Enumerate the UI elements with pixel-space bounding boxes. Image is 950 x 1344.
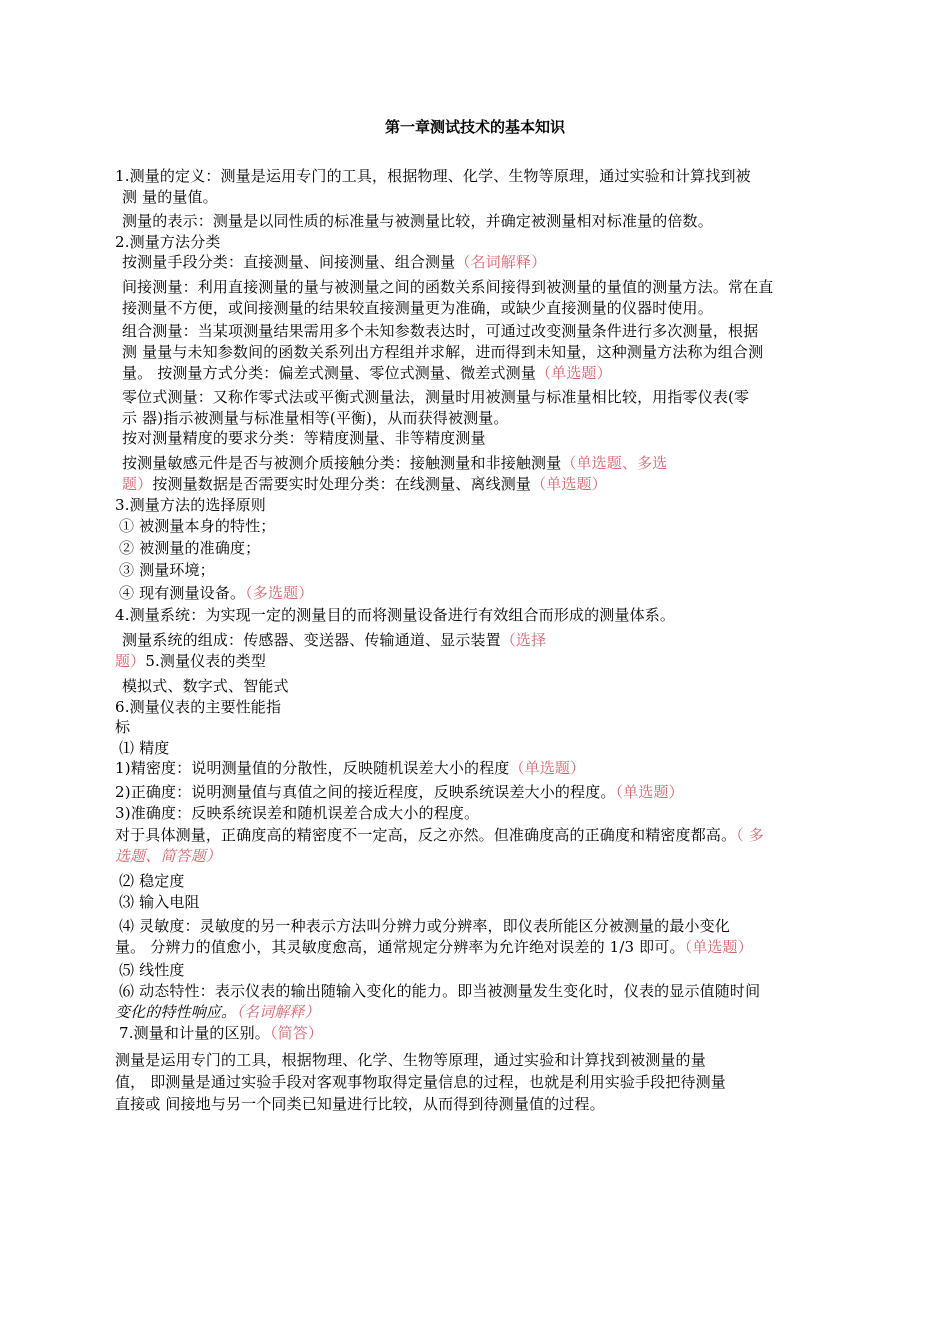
text-line: 模拟式、数字式、智能式 [122, 677, 289, 695]
text-line: 量。 按测量方式分类：偏差式测量、零位式测量、微差式测量（单选题） [122, 364, 612, 382]
list-item: ② 被测量的准确度； [119, 539, 261, 557]
question-type-tag: （单选题） [531, 475, 607, 493]
section-heading: 6.测量仪表的主要性能指 [115, 698, 282, 716]
text-line: 值， 即测量是通过实验手段对客观事物取得定量信息的过程，也就是利用实验手段把待测量 [115, 1073, 726, 1091]
text-line: 间接测量：利用直接测量的量与被测量之间的函数关系间接得到被测量的量值的测量方法。常在直 [122, 278, 774, 296]
question-type-tag: 选题、简答题） [115, 847, 222, 865]
question-type-tag: （单选题） [615, 783, 684, 801]
text-line: 2)正确度：说明测量值与真值之间的接近程度，反映系统误差大小的程度。（单选题） [115, 783, 684, 801]
question-type-tag: （选择 [500, 631, 547, 649]
list-item: ③ 测量环境； [119, 561, 215, 579]
text-line: 组合测量：当某项测量结果需用多个未知参数表达时，可通过改变测量条件进行多次测量，根据 [122, 322, 759, 340]
text-line: 示 器)指示被测量与标准量相等(平衡)，从而获得被测量。 [122, 409, 509, 427]
question-type-tag: （多选题） [245, 584, 314, 602]
section-heading: 4.测量系统：为实现一定的测量目的而将测量设备进行有效组合而形成的测量体系。 [115, 606, 676, 624]
text-line: 按测量手段分类：直接测量、间接测量、组合测量（名词解释） [122, 253, 547, 271]
text-line: 量。 分辨力的值愈小，其灵敏度愈高，通常规定分辨率为允许绝对误差的 1/3 即可。（单选题） [115, 938, 753, 956]
question-type-tag: 题） [122, 475, 153, 493]
text-line: 按对测量精度的要求分类：等精度测量、非等精度测量 [122, 429, 486, 447]
text-line: 测量系统的组成：传感器、变送器、传输通道、显示装置（选择 [122, 631, 547, 649]
text-line: 测量是运用专门的工具，根据物理、化学、生物等原理，通过实验和计算找到被测量的量 [115, 1051, 706, 1069]
text-line: ⑵ 稳定度 [119, 872, 185, 890]
text-line: ⑶ 输入电阻 [119, 893, 200, 911]
text-line: ⑷ 灵敏度：灵敏度的另一种表示方法叫分辨力或分辨率，即仪表所能区分被测量的最小变化 [119, 917, 730, 935]
text-line: 1.测量的定义：测量是运用专门的工具，根据物理、化学、生物等原理，通过实验和计算找到被 [115, 167, 751, 185]
question-type-tag: （ 多 [736, 826, 764, 844]
question-type-tag: （单选题） [509, 759, 586, 777]
question-type-tag: （名词解释） [236, 1003, 320, 1021]
section-heading: 3.测量方法的选择原则 [115, 496, 266, 514]
section-heading: 7.测量和计量的区别。（简答） [119, 1024, 324, 1042]
section-heading: 标 [115, 718, 131, 736]
chapter-title: 第一章测试技术的基本知识 [384, 118, 565, 136]
list-item: ④ 现有测量设备。（多选题） [119, 584, 314, 602]
question-type-tag: （名词解释） [455, 253, 547, 271]
text-line: 测 量量与未知参数间的函数关系列出方程组并求解，进而得到未知量，这种测量方法称为组合测 [122, 343, 764, 361]
section-heading: 2.测量方法分类 [115, 233, 221, 251]
text-line: 接测量不方便，或间接测量的结果较直接测量更为准确，或缺少直接测量的仪器时使用。 [122, 299, 713, 317]
question-type-tag: （简答） [269, 1024, 324, 1042]
question-type-tag: （单选题） [535, 364, 612, 382]
text-line: ⑴ 精度 [119, 739, 170, 757]
text-line: 题）按测量数据是否需要实时处理分类：在线测量、离线测量（单选题） [122, 475, 607, 493]
text-line: 直接或 间接地与另一个同类已知量进行比较，从而得到待测量值的过程。 [115, 1095, 605, 1113]
question-type-tag: 题） [115, 652, 146, 670]
text-line: 变化的特性响应。（名词解释） [115, 1003, 320, 1021]
text-line: 零位式测量：又称作零式法或平衡式测量法，测量时用被测量与标准量相比较，用指零仪表(零 [122, 388, 750, 406]
text-line: 测 量的量值。 [122, 188, 218, 206]
text-line: 按测量敏感元件是否与被测介质接触分类：接触测量和非接触测量（单选题、多选 [122, 454, 668, 472]
list-item: ① 被测量本身的特性； [119, 517, 276, 535]
text-line: ⑸ 线性度 [119, 961, 185, 979]
text-line [115, 846, 221, 866]
text-line: 题）5.测量仪表的类型 [115, 652, 266, 670]
text-line: 3)准确度：反映系统误差和随机误差合成大小的程度。 [115, 804, 480, 822]
text-line: ⑹ 动态特性：表示仪表的输出随输入变化的能力。即当被测量发生变化时，仪表的显示值随时间 [119, 982, 761, 1000]
text-line: 1)精密度：说明测量值的分散性，反映随机误差大小的程度（单选题） [115, 759, 586, 777]
text-line: 对于具体测量，正确度高的精密度不一定高，反之亦然。但准确度高的正确度和精密度都高。（ 多 [115, 826, 764, 844]
question-type-tag: （单选题） [684, 938, 753, 956]
question-type-tag: （单选题、多选 [561, 454, 668, 472]
text-line: 测量的表示：测量是以同性质的标准量与被测量比较，并确定被测量相对标准量的倍数。 [122, 212, 713, 230]
